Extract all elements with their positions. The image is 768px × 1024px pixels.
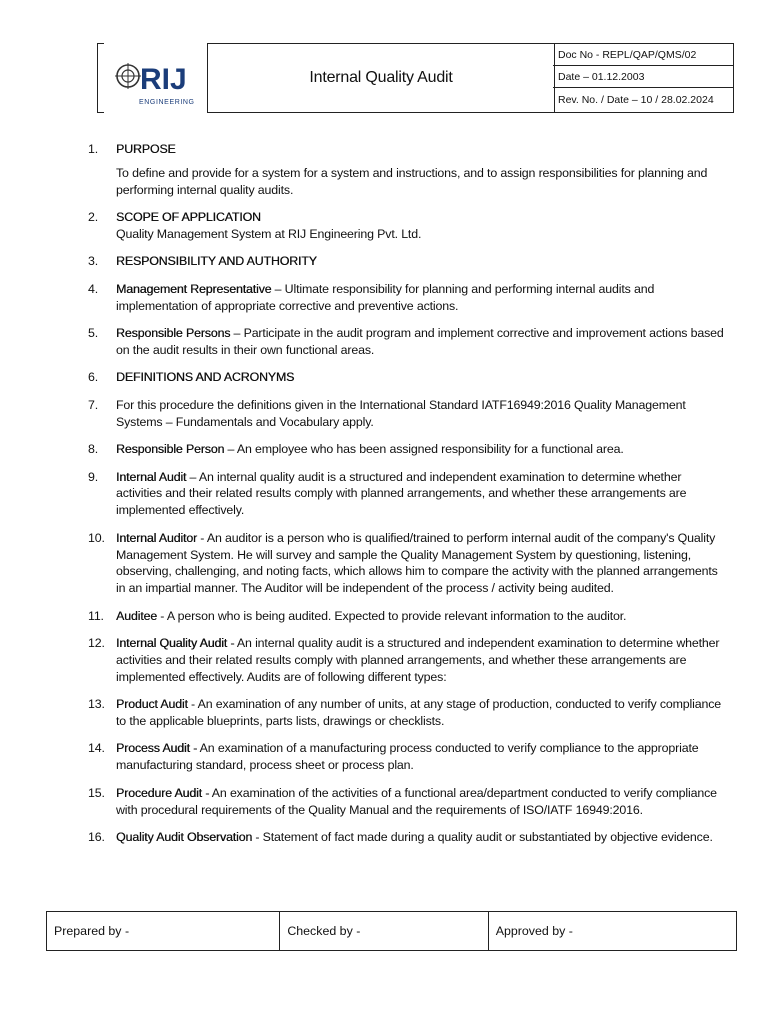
- item-body: [116, 209, 728, 243]
- signature-table: [46, 911, 737, 951]
- item-body: [116, 369, 728, 386]
- item-number: 9.: [88, 469, 99, 484]
- item-text: – An employee who has been assigned responsibility for a functional area.: [224, 442, 624, 457]
- item-number: 16.: [88, 830, 105, 845]
- list-item: [88, 829, 728, 846]
- item-term: Internal Quality Audit -: [116, 636, 235, 651]
- document-header: [97, 43, 733, 111]
- item-text: Quality Management System at RIJ Engineering Pvt. Ltd.: [116, 226, 422, 241]
- item-body: [116, 397, 728, 431]
- item-text: – Participate in the audit program and implement corrective and improvement actions based on the audit results in their own functional areas.: [116, 326, 724, 357]
- item-number: 15.: [88, 785, 105, 800]
- item-body: [116, 785, 728, 819]
- item-body: [116, 325, 728, 359]
- item-text: – Ultimate responsibility for planning and performing internal audits and implementation of appropriate corrective and preventive actions.: [116, 281, 655, 313]
- item-term: Management Representative: [116, 281, 272, 296]
- item-term: Quality Audit Observation: [116, 830, 253, 845]
- rij-logo-icon: [115, 56, 207, 102]
- list-item: [88, 141, 728, 198]
- item-term: Responsible Person: [116, 442, 225, 457]
- list-item: [88, 397, 728, 431]
- company-logo: [103, 43, 207, 111]
- approved-by-cell: Approved by -: [488, 912, 736, 950]
- item-number: 2.: [88, 210, 99, 225]
- item-body: [116, 696, 728, 730]
- checked-by-cell: Checked by -: [279, 912, 487, 950]
- item-body: [116, 635, 728, 685]
- item-text: - Statement of fact made during a quality audit or substantiated by objective evidence.: [252, 830, 713, 845]
- item-body: [116, 441, 728, 458]
- list-item: [88, 740, 728, 774]
- list-item: [88, 635, 728, 685]
- list-item: [88, 281, 728, 315]
- list-item: [88, 785, 728, 819]
- procedure-list: [88, 141, 728, 857]
- list-item: [88, 608, 728, 625]
- item-body: [116, 829, 728, 846]
- item-term: SCOPE OF APPLICATION: [116, 210, 261, 225]
- document-title: Internal Quality Audit: [207, 43, 555, 113]
- item-body: [116, 608, 728, 625]
- item-body: [116, 281, 728, 315]
- item-text: To define and provide for a system for a system and instructions, and to assign responsibilities for planning and performing internal quality audits.: [116, 165, 708, 197]
- item-text: - An examination of any number of units, at any stage of production, conducted to verify compliance to the applicable blueprints, parts lists, drawings or checklists.: [116, 697, 722, 728]
- item-number: 5.: [88, 326, 99, 341]
- prepared-by-cell: Prepared by -: [54, 924, 130, 938]
- item-number: 12.: [88, 636, 105, 651]
- item-term: Procedure Audit -: [116, 785, 210, 800]
- item-text: - A person who is being audited. Expected to provide relevant information to the auditor.: [156, 608, 627, 623]
- item-number: 14.: [88, 741, 105, 756]
- item-term: PURPOSE: [116, 142, 176, 156]
- svg-text:RIJ: RIJ: [140, 63, 187, 96]
- list-item: [88, 253, 728, 270]
- item-term: Responsible Persons: [116, 326, 231, 341]
- item-number: 8.: [88, 442, 99, 457]
- item-term: Auditee: [116, 608, 157, 623]
- item-number: 13.: [88, 697, 105, 712]
- item-text: An examination of a manufacturing process conducted to verify compliance to the appropriate manufacturing standard, process sheet or process plan.: [116, 741, 699, 773]
- logo-subtext: ENGINEERING: [139, 99, 195, 106]
- list-item: [88, 696, 728, 730]
- item-number: 1.: [88, 142, 99, 156]
- item-number: 6.: [88, 370, 99, 385]
- list-item: [88, 209, 728, 243]
- document-meta-table: [553, 43, 734, 113]
- list-item: [88, 469, 728, 519]
- item-term: Internal Auditor: [116, 530, 197, 545]
- item-body: [116, 469, 728, 519]
- item-term: Process Audit -: [116, 741, 198, 756]
- item-number: 11.: [88, 608, 104, 623]
- item-term: Internal Audit: [116, 469, 187, 484]
- item-text: An internal quality audit is a structured and independent examination to determine whether activities and their related results comply with planned arrangements, and whether these arrangements are implemented effectively. Audits are of following different types:: [116, 636, 720, 684]
- item-term: RESPONSIBILITY AND AUTHORITY: [116, 254, 317, 269]
- item-text: For this procedure the definitions given in the International Standard IATF16949:2016 Quality Management Systems – Fundamentals and Vocabulary apply.: [116, 397, 686, 429]
- list-item: [88, 325, 728, 359]
- item-number: 10.: [88, 530, 105, 545]
- list-item: [88, 369, 728, 386]
- list-item: [88, 530, 728, 597]
- item-term: Product Audit: [116, 697, 188, 712]
- doc-date: Date – 01.12.2003: [553, 66, 733, 88]
- item-text: – An internal quality audit is a structured and independent examination to determine whether activities and their related results comply with planned arrangements, and whether these arrangements are implemented effectively.: [116, 469, 687, 518]
- item-number: 7.: [88, 397, 99, 412]
- item-number: 4.: [88, 281, 99, 296]
- item-body: [116, 740, 728, 774]
- list-item: [88, 441, 728, 458]
- item-body: [116, 141, 728, 198]
- item-term: DEFINITIONS AND ACRONYMS: [116, 370, 295, 385]
- item-body: [116, 253, 728, 270]
- item-text: An examination of the activities of a functional area/department conducted to verify compliance with procedural requirements of the Quality Manual and the requirements of ISO/IATF 16949:2016.: [116, 785, 717, 817]
- doc-number: Doc No - REPL/QAP/QMS/02: [553, 44, 733, 66]
- item-body: [116, 530, 728, 597]
- item-number: 3.: [88, 254, 99, 269]
- item-text: - An auditor is a person who is qualified/trained to perform internal audit of the company's Quality Management System. He will survey and sample the Quality Management System by questioning, listening, observing, challenging, and noting facts, which allows him to compare the activity with the planned arrangements in an impartial manner. The Auditor will be independent of the process / activity being audited.: [116, 530, 718, 596]
- revision-info: Rev. No. / Date – 10 / 28.02.2024: [558, 93, 714, 106]
